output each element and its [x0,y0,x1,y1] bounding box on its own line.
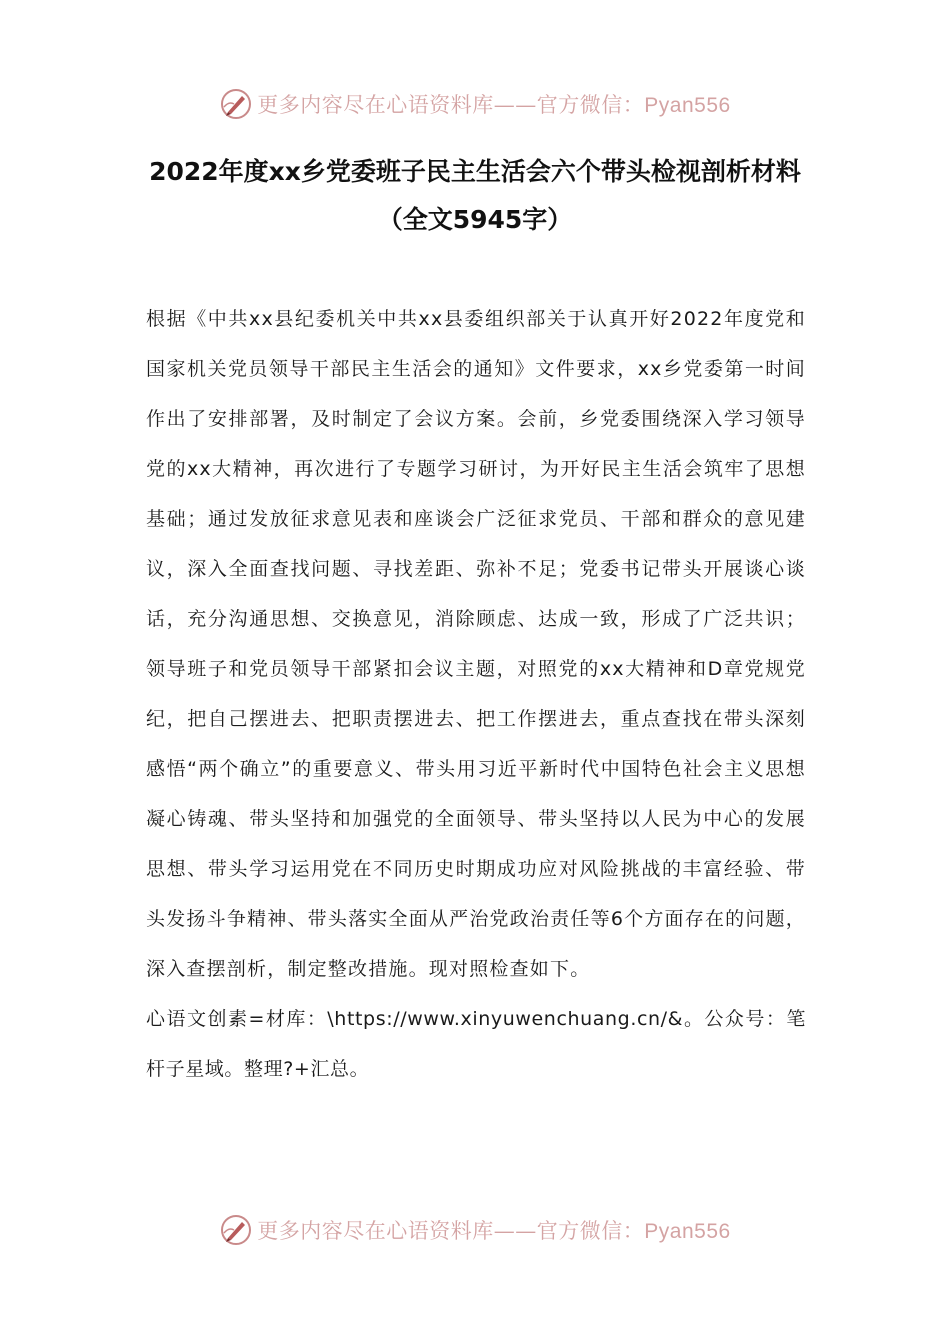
footer-banner [0,1208,950,1252]
banner-separator: —— [493,1219,537,1243]
source-note: 心语文创素=材库：\https://www.xinyuwenchuang.cn/&。公众号：笔杆子星域。整理?+汇总。 [146,1008,806,1080]
document-subtitle: （全文5945字） [377,205,573,234]
banner-slogan: 更多内容尽在心语资料库 [257,93,494,117]
body-paragraph: 根据《中共xx县纪委机关中共xx县委组织部关于认真开好2022年度党和国家机关党员领导干部民主生活会的通知》文件要求，xx乡党委第一时间作出了安排部署，及时制定了会议方案。会前，乡党委围绕深入学习领导党的xx大精神，再次进行了专题学习研讨，为开好民主生活会筑牢了思想基础；通过发放征求意见表和座谈会广泛征求党员、干部和群众的意见建议，深入全面查找问题、寻找差距、弥补不足；党委书记带头开展谈心谈话，充分沟通思想、交换意见，消除顾虑、达成一致，形成了广泛共识；领导班子和党员领导干部紧扣会议主题，对照党的xx大精神和D章党规党纪，把自己摆进去、把职责摆进去、把工作摆进去，重点查找在带头深刻感悟“两个确立”的重要意义、带头用习近平新时代中国特色社会主义思想凝心铸魂、带头坚持和加强党的全面领导、带头坚持以人民为中心的发展思想、带头学习运用党在不同历史时期成功应对风险挑战的丰富经验、带头发扬斗争精神、带头落实全面从严治党政治责任等6个方面存在的问题，深入查摆剖析，制定整改措施。现对照检查如下。 [146,308,806,980]
banner-separator: —— [493,93,537,117]
banner-official-label: 官方微信： [536,93,645,117]
pen-logo-icon [219,87,253,121]
banner-official-label: 官方微信： [536,1219,645,1243]
banner-wechat-id: Pyan556 [644,94,731,117]
banner-text [257,1215,730,1245]
banner-text [257,89,730,119]
document-body [146,294,806,1094]
banner-wechat-id: Pyan556 [644,1220,731,1243]
pen-logo-icon [219,1213,253,1247]
banner-slogan: 更多内容尽在心语资料库 [257,1219,494,1243]
document-title: 2022年度xx乡党委班子民主生活会六个带头检视剖析材料 [149,157,801,186]
header-banner [0,82,950,126]
